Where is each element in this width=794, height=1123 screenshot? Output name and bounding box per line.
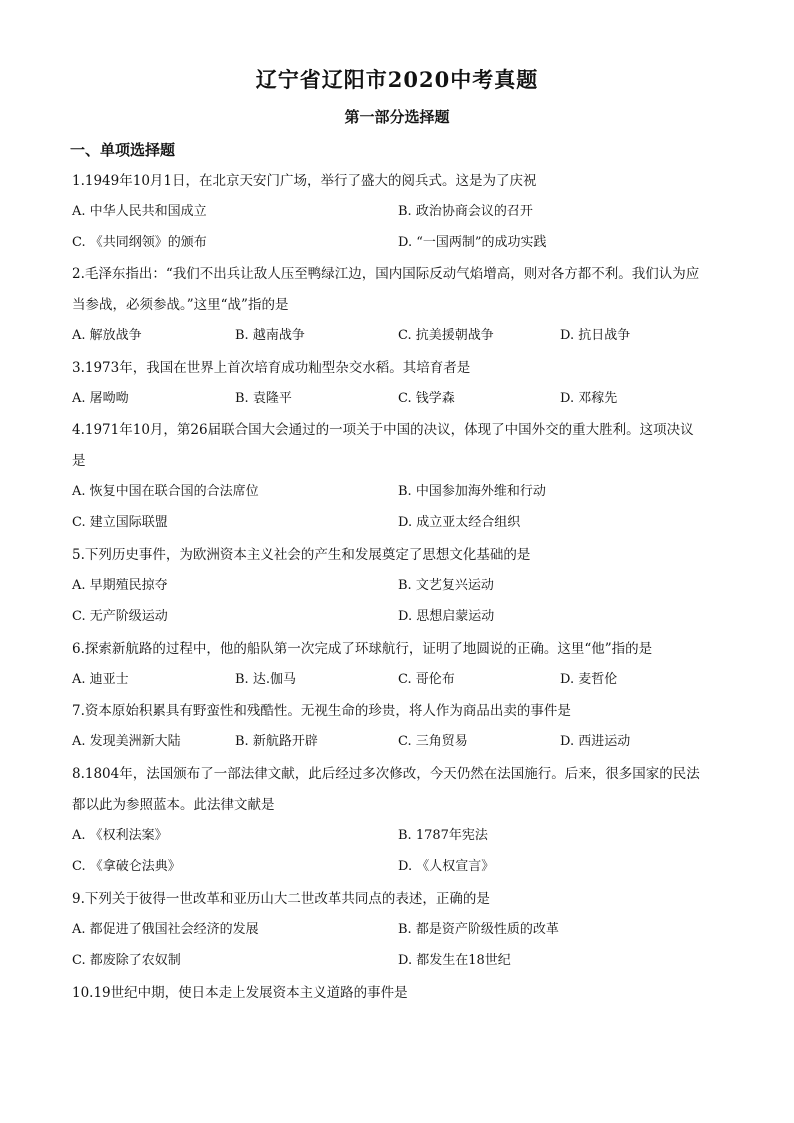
question-1-option-d: D. “一国两制”的成功实践 xyxy=(398,235,547,250)
question-9-option-a: A. 都促进了俄国社会经济的发展 xyxy=(72,922,259,937)
question-6-option-c: C. 哥伦布 xyxy=(398,672,455,687)
question-8-stem-line2: 都以此为参照蓝本。此法律文献是 xyxy=(72,797,275,813)
question-4-option-c: C. 建立国际联盟 xyxy=(72,515,168,530)
question-3-stem: 3.1973年，我国在世界上首次培育成功籼型杂交水稻。其培育者是 xyxy=(72,360,471,376)
question-5-stem: 5.下列历史事件，为欧洲资本主义社会的产生和发展奠定了思想文化基础的是 xyxy=(72,547,531,563)
question-6-stem: 6.探索新航路的过程中，他的船队第一次完成了环球航行，证明了地圆说的正确。这里“他”指的是 xyxy=(72,641,653,657)
question-6-option-d: D. 麦哲伦 xyxy=(560,672,618,687)
question-3-option-c: C. 钱学森 xyxy=(398,391,455,406)
question-7-option-a: A. 发现美洲新大陆 xyxy=(72,734,181,749)
question-4-option-b: B. 中国参加海外维和行动 xyxy=(398,484,546,499)
question-4-stem-line1: 4.1971年10月，第26届联合国大会通过的一项关于中国的决议，体现了中国外交的重大胜利。这项决议 xyxy=(72,422,694,438)
question-7-option-d: D. 西进运动 xyxy=(560,734,631,749)
question-5-option-d: D. 思想启蒙运动 xyxy=(398,609,495,624)
question-2-stem-line2: 当参战，必须参战。”这里“战”指的是 xyxy=(72,297,289,313)
question-9-option-d: D. 都发生在18世纪 xyxy=(398,953,511,968)
question-1-stem: 1.1949年10月1日，在北京天安门广场，举行了盛大的阅兵式。这是为了庆祝 xyxy=(72,173,537,189)
question-5-option-a: A. 早期殖民掠夺 xyxy=(72,578,168,593)
question-8-option-c: C. 《拿破仑法典》 xyxy=(72,859,181,874)
question-2-option-d: D. 抗日战争 xyxy=(560,328,631,343)
question-1-option-b: B. 政治协商会议的召开 xyxy=(398,204,533,219)
question-3-option-d: D. 邓稼先 xyxy=(560,391,618,406)
question-9-stem: 9.下列关于彼得一世改革和亚历山大二世改革共同点的表述，正确的是 xyxy=(72,891,490,907)
question-5-option-b: B. 文艺复兴运动 xyxy=(398,578,494,593)
question-3-option-a: A. 屠呦呦 xyxy=(72,391,129,406)
page-title: 辽宁省辽阳市2020中考真题 xyxy=(255,67,539,92)
question-5-option-c: C. 无产阶级运动 xyxy=(72,609,168,624)
question-9-option-b: B. 都是资产阶级性质的改革 xyxy=(398,922,559,937)
question-8-stem-line1: 8.1804年，法国颁布了一部法律文献，此后经过多次修改，今天仍然在法国施行。后来，很多国家的民法 xyxy=(72,766,700,782)
question-7-option-c: C. 三角贸易 xyxy=(398,734,468,749)
question-3-option-b: B. 袁隆平 xyxy=(235,391,292,406)
question-7-option-b: B. 新航路开辟 xyxy=(235,734,318,749)
section-heading: 一、单项选择题 xyxy=(70,141,176,159)
question-2-option-b: B. 越南战争 xyxy=(235,328,305,343)
question-4-option-d: D. 成立亚太经合组织 xyxy=(398,515,521,530)
question-10-stem: 10.19世纪中期，使日本走上发展资本主义道路的事件是 xyxy=(72,985,408,1001)
question-8-option-a: A. 《权利法案》 xyxy=(72,828,168,843)
question-2-option-a: A. 解放战争 xyxy=(72,328,142,343)
question-1-option-a: A. 中华人民共和国成立 xyxy=(72,204,207,219)
question-8-option-d: D. 《人权宣言》 xyxy=(398,859,495,874)
question-4-option-a: A. 恢复中国在联合国的合法席位 xyxy=(72,484,259,499)
question-2-stem-line1: 2.毛泽东指出：“我们不出兵让敌人压至鸭绿江边，国内国际反动气焰增高，则对各方都不利。我们认为应 xyxy=(72,266,700,282)
question-4-stem-line2: 是 xyxy=(72,453,86,469)
part-title: 第一部分选择题 xyxy=(344,108,450,126)
question-8-option-b: B. 1787年宪法 xyxy=(398,828,488,843)
question-9-option-c: C. 都废除了农奴制 xyxy=(72,953,181,968)
question-2-option-c: C. 抗美援朝战争 xyxy=(398,328,494,343)
question-6-option-a: A. 迪亚士 xyxy=(72,672,129,687)
question-6-option-b: B. 达.伽马 xyxy=(235,672,296,687)
question-1-option-c: C. 《共同纲领》的颁布 xyxy=(72,235,207,250)
question-7-stem: 7.资本原始积累具有野蛮性和残酷性。无视生命的珍贵，将人作为商品出卖的事件是 xyxy=(72,703,571,719)
